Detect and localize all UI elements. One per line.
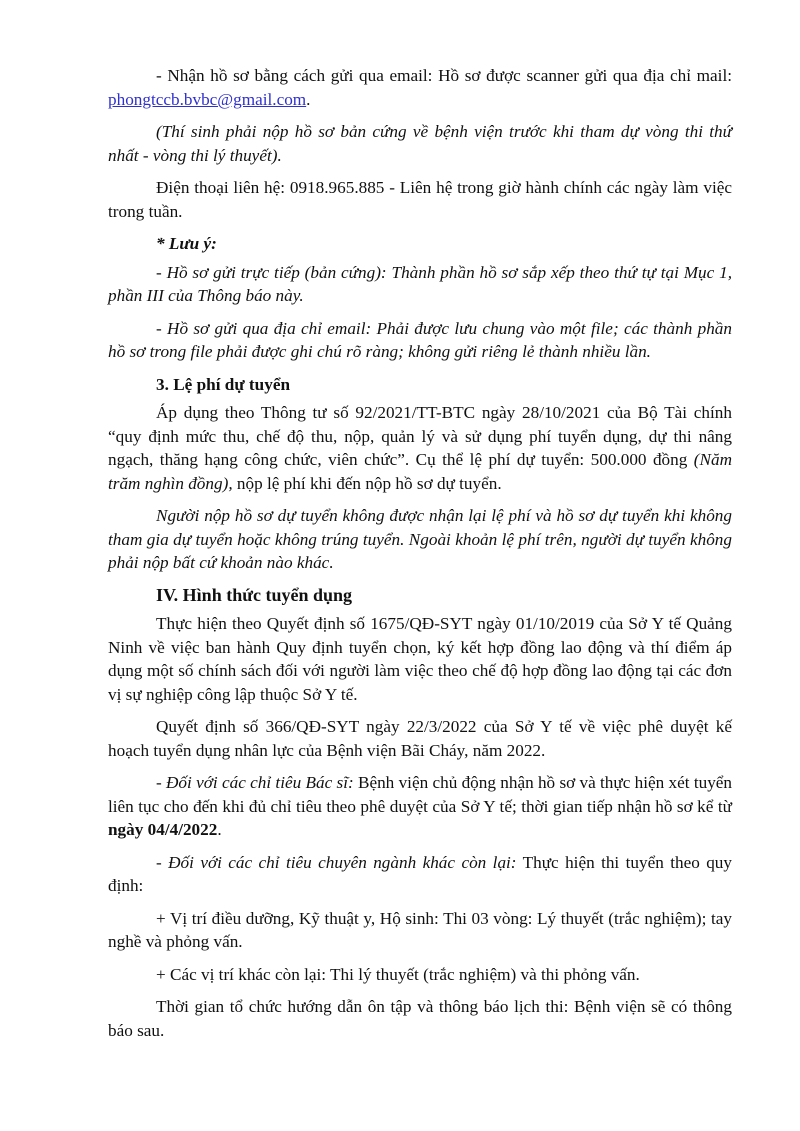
decision-366-paragraph: Quyết định số 366/QĐ-SYT ngày 22/3/2022 của Sở Y tế về việc phê duyệt kế hoạch tuyển dụng nhân lực của Bệnh viện Bãi Cháy, năm 2022. bbox=[108, 717, 732, 760]
hardcopy-note: (Thí sinh phải nộp hồ sơ bản cứng về bệnh viện trước khi tham dự vòng thi thứ nhất - vòng thi lý thuyết). bbox=[108, 122, 732, 165]
note-item-email: - Hồ sơ gửi qua địa chỉ email: Phải được lưu chung vào một file; các thành phần hồ sơ trong file phải được ghi chú rõ ràng; không gửi riêng lẻ thành nhiều lần. bbox=[108, 318, 732, 361]
document-page bbox=[108, 64, 732, 1051]
note-item-hardcopy: - Hồ sơ gửi trực tiếp (bản cứng): Thành phần hồ sơ sắp xếp theo thứ tự tại Mục 1, phần III của Thông báo này. bbox=[108, 262, 732, 305]
fee-text: Áp dụng theo Thông tư số 92/2021/TT-BTC ngày 28/10/2021 của Bộ Tài chính “quy định mức thu, chế độ thu, nộp, quản lý và sử dụng phí tuyển dụng, dự thi nâng ngạch, thăng hạng công chức, viên chức”. Cụ thể lệ phí dự tuyển: 500.000 đồng bbox=[108, 403, 732, 469]
doctors-date: ngày 04/4/2022 bbox=[108, 820, 218, 839]
contact-paragraph: Điện thoại liên hệ: 0918.965.885 - Liên hệ trong giờ hành chính các ngày làm việc trong tuần. bbox=[108, 178, 732, 221]
section4-heading: IV. Hình thức tuyển dụng bbox=[156, 584, 353, 605]
email-submission-paragraph bbox=[108, 64, 732, 111]
others-paragraph bbox=[108, 851, 732, 898]
fee-text-end: nộp lệ phí khi đến nộp hồ sơ dự tuyển. bbox=[232, 473, 502, 493]
email-link[interactable]: phongtccb.bvbc@gmail.com bbox=[108, 89, 307, 109]
others-text: Thực hiện thi tuyển theo quy định: bbox=[108, 852, 732, 895]
refund-note: Người nộp hồ sơ dự tuyển không được nhận lại lệ phí và hồ sơ dự tuyển khi không tham gia dự tuyển hoặc không trúng tuyển. Ngoài khoản lệ phí trên, người dự tuyển không phải nộp bất cứ khoản nào khác. bbox=[108, 506, 732, 572]
email-submission-text: - Nhận hồ sơ bằng cách gửi qua email: Hồ sơ được scanner gửi qua địa chỉ mail: bbox=[156, 66, 732, 85]
doctors-end: . bbox=[217, 820, 222, 839]
doctors-text: Bệnh viện chủ động nhận hồ sơ và thực hiện xét tuyển liên tục cho đến khi đủ chỉ tiêu theo phê duyệt của Sở Y tế; thời gian tiếp nhận hồ sơ kể từ bbox=[108, 773, 733, 816]
section3-heading: 3. Lệ phí dự tuyển bbox=[156, 374, 291, 394]
doctors-label: - Đối với các chỉ tiêu Bác sĩ: bbox=[156, 773, 354, 792]
decision-1675-paragraph: Thực hiện theo Quyết định số 1675/QĐ-SYT ngày 01/10/2019 của Sở Y tế Quảng Ninh về việc ban hành Quy định tuyển chọn, ký kết hợp đồng lao động và thí điểm áp dụng một số chính sách đối với người làm việc theo chế độ hợp đồng lao động tại các đơn vị sự nghiệp công lập thuộc Sở Y tế. bbox=[108, 614, 732, 704]
schedule-paragraph: Thời gian tổ chức hướng dẫn ôn tập và thông báo lịch thi: Bệnh viện sẽ có thông báo sau. bbox=[108, 997, 732, 1040]
fee-amount-words: (Năm trăm nghìn đồng), bbox=[108, 450, 732, 493]
note-title: * Lưu ý: bbox=[156, 234, 217, 253]
others-label: - Đối với các chỉ tiêu chuyên ngành khác còn lại: bbox=[156, 852, 517, 872]
doctors-paragraph bbox=[108, 771, 732, 842]
remaining-exam-paragraph: + Các vị trí khác còn lại: Thi lý thuyết (trắc nghiệm) và thi phỏng vấn. bbox=[156, 964, 640, 984]
email-submission-end: . bbox=[306, 89, 311, 109]
nursing-exam-paragraph: + Vị trí điều dưỡng, Kỹ thuật y, Hộ sinh: Thi 03 vòng: Lý thuyết (trắc nghiệm); tay nghề và phỏng vấn. bbox=[108, 908, 732, 951]
fee-paragraph bbox=[108, 401, 732, 495]
